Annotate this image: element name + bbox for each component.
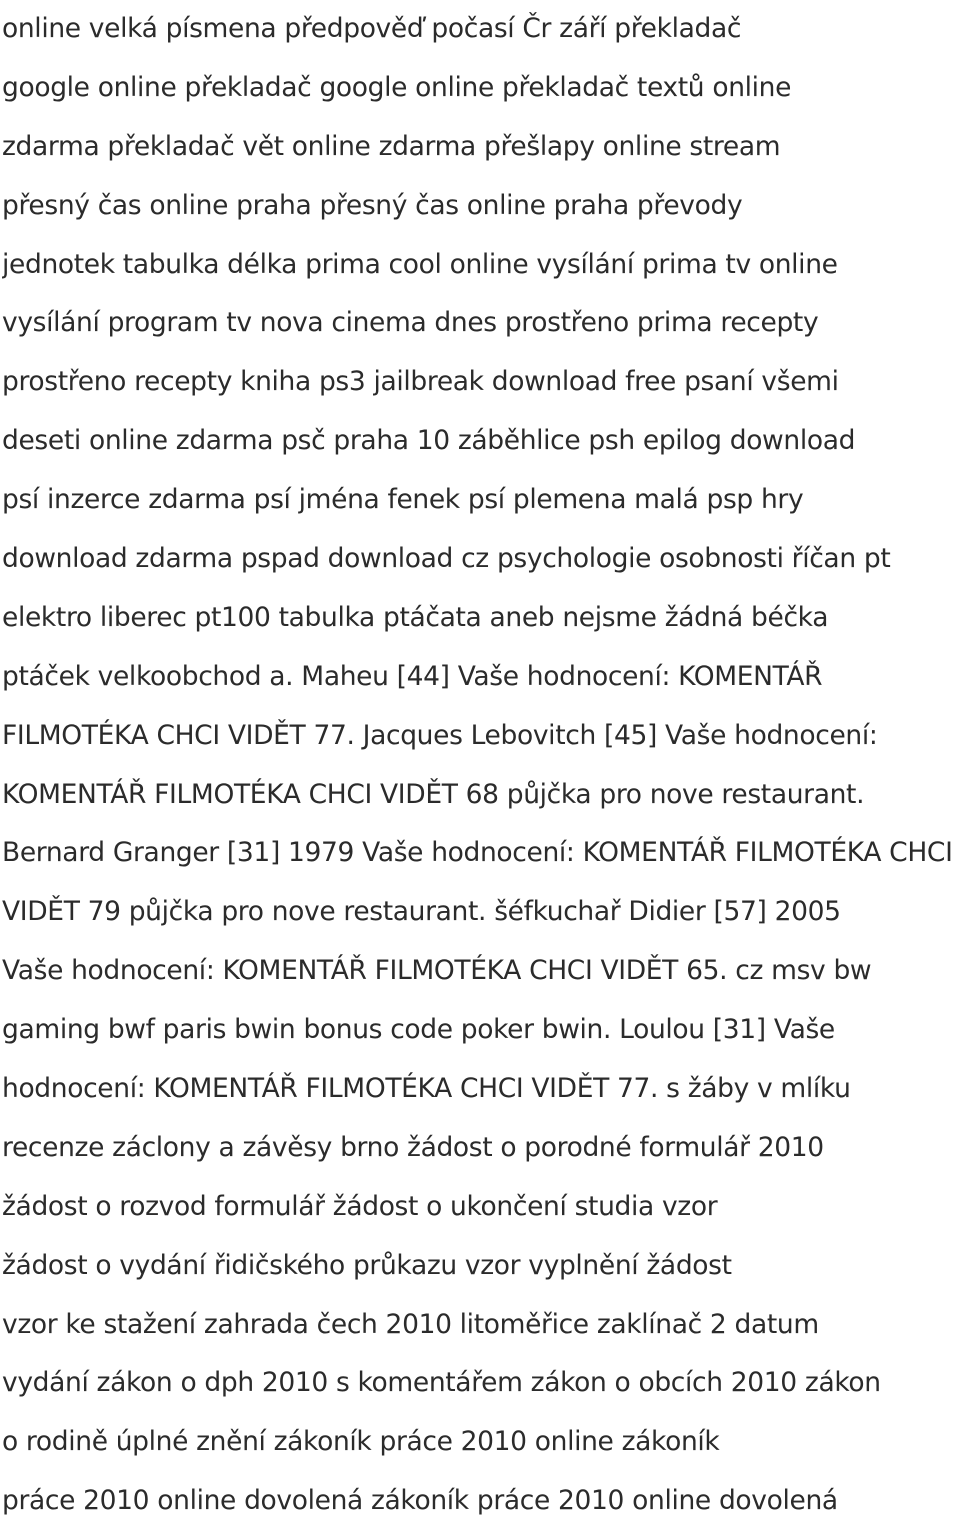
text-line: KOMENTÁŘ FILMOTÉKA CHCI VIDĚT 68 půjčka pro nove restaurant. (2, 778, 865, 810)
text-line: gaming bwf paris bwin bonus code poker bwin. Loulou [31] Vaše (2, 1014, 835, 1046)
document-body (2, 0, 958, 1531)
text-line: FILMOTÉKA CHCI VIDĚT 77. Jacques Lebovitch [45] Vaše hodnocení: (2, 719, 878, 751)
text-line: prostřeno recepty kniha ps3 jailbreak download free psaní všemi (2, 366, 839, 398)
text-line: žádost o vydání řidičského průkazu vzor vyplnění žádost (2, 1249, 732, 1281)
text-line: jednotek tabulka délka prima cool online vysílání prima tv online (2, 248, 838, 280)
text-line: o rodině úplné znění zákoník práce 2010 online zákoník (2, 1426, 720, 1458)
text-line: Bernard Granger [31] 1979 Vaše hodnocení: KOMENTÁŘ FILMOTÉKA CHCI (2, 837, 953, 869)
text-line: elektro liberec pt100 tabulka ptáčata aneb nejsme žádná béčka (2, 601, 829, 633)
text-line: online velká písmena předpověď počasí Čr září překladač (2, 13, 742, 44)
text-line: zdarma překladač vět online zdarma přešlapy online stream (2, 130, 781, 162)
text-line: vydání zákon o dph 2010 s komentářem zákon o obcích 2010 zákon (2, 1367, 881, 1399)
text-line: vysílání program tv nova cinema dnes prostřeno prima recepty (2, 307, 819, 339)
text-line: psí inzerce zdarma psí jména fenek psí plemena malá psp hry (2, 484, 804, 516)
text-line: přesný čas online praha přesný čas online praha převody (2, 189, 743, 221)
text-line: google online překladač google online překladač textů online (2, 71, 792, 103)
text-line: vzor ke stažení zahrada čech 2010 litoměřice zaklínač 2 datum (2, 1308, 819, 1340)
text-line: recenze záclony a závěsy brno žádost o porodné formulář 2010 (2, 1131, 824, 1163)
text-line: deseti online zdarma psč praha 10 záběhlice psh epilog download (2, 425, 856, 457)
text-line: Vaše hodnocení: KOMENTÁŘ FILMOTÉKA CHCI VIDĚT 65. cz msv bw (2, 955, 872, 987)
text-line: práce 2010 online dovolená zákoník práce 2010 online dovolená (2, 1485, 838, 1517)
text-line: ptáček velkoobchod a. Maheu [44] Vaše hodnocení: KOMENTÁŘ (2, 660, 823, 692)
text-line: download zdarma pspad download cz psychologie osobnosti říčan pt (2, 543, 891, 575)
text-line: žádost o rozvod formulář žádost o ukončení studia vzor (2, 1190, 718, 1222)
text-line: hodnocení: KOMENTÁŘ FILMOTÉKA CHCI VIDĚT 77. s žáby v mlíku (2, 1073, 851, 1105)
text-line: VIDĚT 79 půjčka pro nove restaurant. šéfkuchař Didier [57] 2005 (2, 896, 841, 928)
